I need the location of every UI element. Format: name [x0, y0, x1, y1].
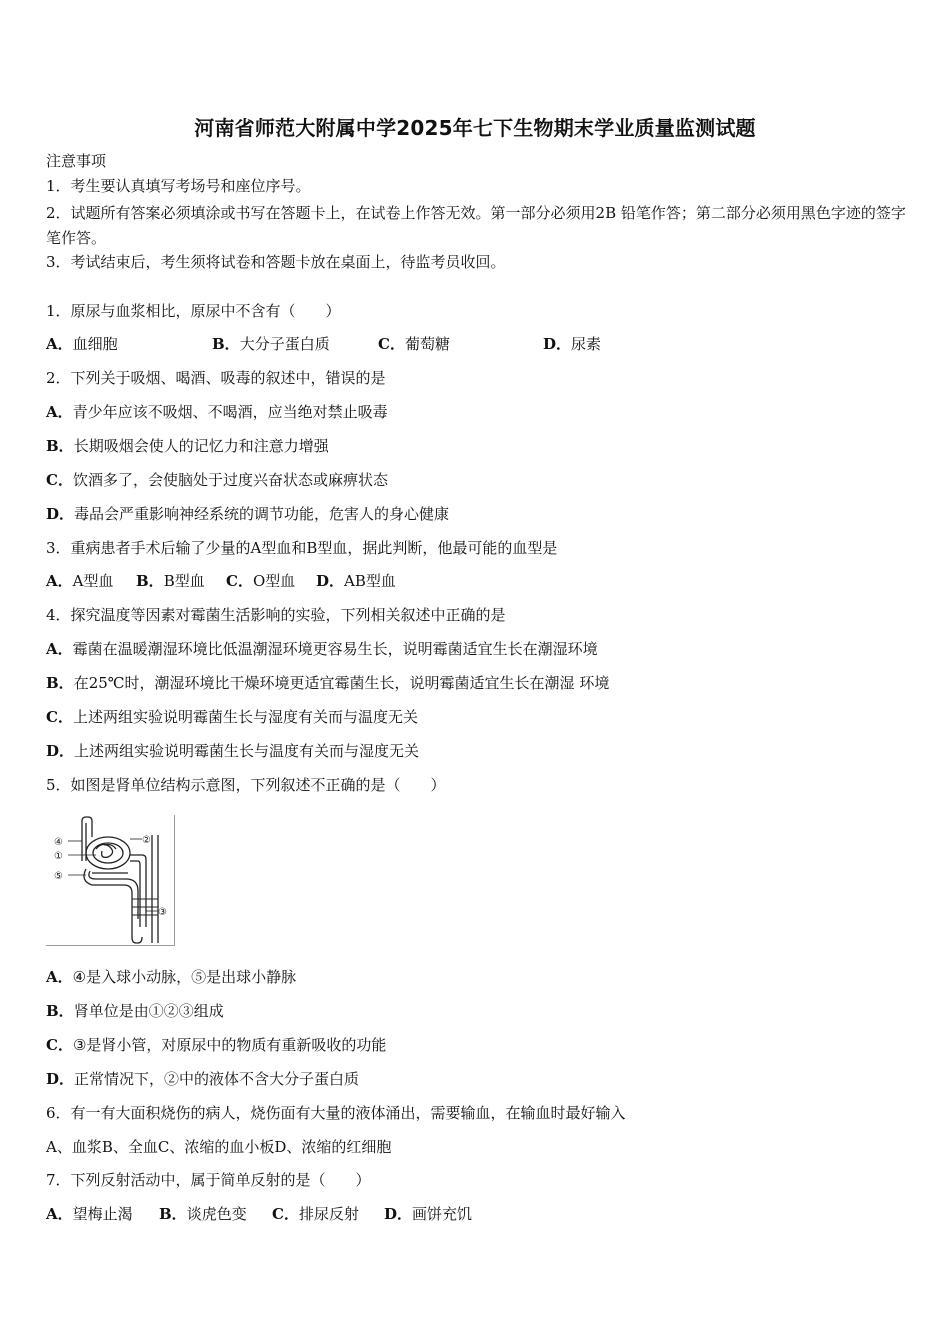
label-3: ③	[158, 907, 167, 918]
option-d: D．正常情况下，②中的液体不含大分子蛋白质	[46, 1070, 360, 1088]
notice-item: 2．试题所有答案必须填涂或书写在答题卡上，在试卷上作答无效。第一部分必须用2B 铅笔作答；第二部分必须用黑色字迹的签字笔作答。	[46, 204, 906, 247]
option-b: B．B型血	[136, 572, 205, 590]
notice-heading: 注意事项	[46, 152, 107, 170]
option-b: B．谈虎色变	[159, 1205, 247, 1223]
notice-item: 3．考试结束后，考生须将试卷和答题卡放在桌面上，待监考员收回。	[46, 253, 506, 271]
options-line: A、血浆B、全血C、浓缩的血小板D、浓缩的红细胞	[46, 1138, 392, 1156]
label-1: ①	[54, 851, 63, 862]
label-2: ②	[142, 835, 151, 846]
question-stem: 6．有一有大面积烧伤的病人，烧伤面有大量的液体涌出，需要输血，在输血时最好输入	[46, 1104, 626, 1122]
option-a: A．青少年应该不吸烟、不喝酒，应当绝对禁止吸毒	[46, 403, 388, 421]
option-c: C．③是肾小管，对原尿中的物质有重新吸收的功能	[46, 1036, 387, 1054]
option-d: D．毒品会严重影响神经系统的调节功能，危害人的身心健康	[46, 505, 450, 523]
option-a: A．④是入球小动脉，⑤是出球小静脉	[46, 968, 297, 986]
notice-item: 1．考生要认真填写考场号和座位序号。	[46, 177, 311, 195]
question-stem: 4．探究温度等因素对霉菌生活影响的实验，下列相关叙述中正确的是	[46, 606, 506, 624]
label-5: ⑤	[54, 871, 63, 882]
option-a: A．望梅止渴	[46, 1205, 133, 1223]
question-stem: 5．如图是肾单位结构示意图，下列叙述不正确的是（ ）	[46, 776, 446, 794]
option-a: A．血细胞	[46, 335, 118, 353]
option-c: C．饮酒多了，会使脑处于过度兴奋状态或麻痹状态	[46, 471, 388, 489]
option-b: B．肾单位是由①②③组成	[46, 1002, 224, 1020]
question-stem: 1．原尿与血浆相比，原尿中不含有（ ）	[46, 302, 341, 320]
question-stem: 7．下列反射活动中，属于简单反射的是（ ）	[46, 1171, 371, 1189]
option-a: A．A型血	[46, 572, 114, 590]
page-title: 河南省师范大附属中学2025年七下生物期末学业质量监测试题	[194, 116, 756, 140]
option-d: D．尿素	[543, 335, 602, 353]
option-c: C．O型血	[226, 572, 296, 590]
question-stem: 3．重病患者手术后输了少量的A型血和B型血，据此判断，他最可能的血型是	[46, 539, 558, 557]
option-b: B．大分子蛋白质	[212, 335, 330, 353]
option-c: C．上述两组实验说明霉菌生长与湿度有关而与温度无关	[46, 708, 418, 726]
nephron-diagram	[46, 815, 175, 946]
option-b: B．长期吸烟会使人的记忆力和注意力增强	[46, 437, 329, 455]
label-4: ④	[54, 837, 63, 848]
option-c: C．排尿反射	[272, 1205, 359, 1223]
question-stem: 2．下列关于吸烟、喝酒、吸毒的叙述中，错误的是	[46, 369, 386, 387]
option-b: B．在25℃时，潮湿环境比干燥环境更适宜霉菌生长，说明霉菌适宜生长在潮湿 环境	[46, 674, 610, 692]
option-c: C．葡萄糖	[378, 335, 450, 353]
option-d: D．AB型血	[316, 572, 396, 590]
option-a: A．霉菌在温暖潮湿环境比低温潮湿环境更容易生长，说明霉菌适宜生长在潮湿环境	[46, 640, 598, 658]
nephron-svg	[46, 815, 174, 945]
option-d: D．画饼充饥	[384, 1205, 473, 1223]
option-d: D．上述两组实验说明霉菌生长与温度有关而与湿度无关	[46, 742, 420, 760]
